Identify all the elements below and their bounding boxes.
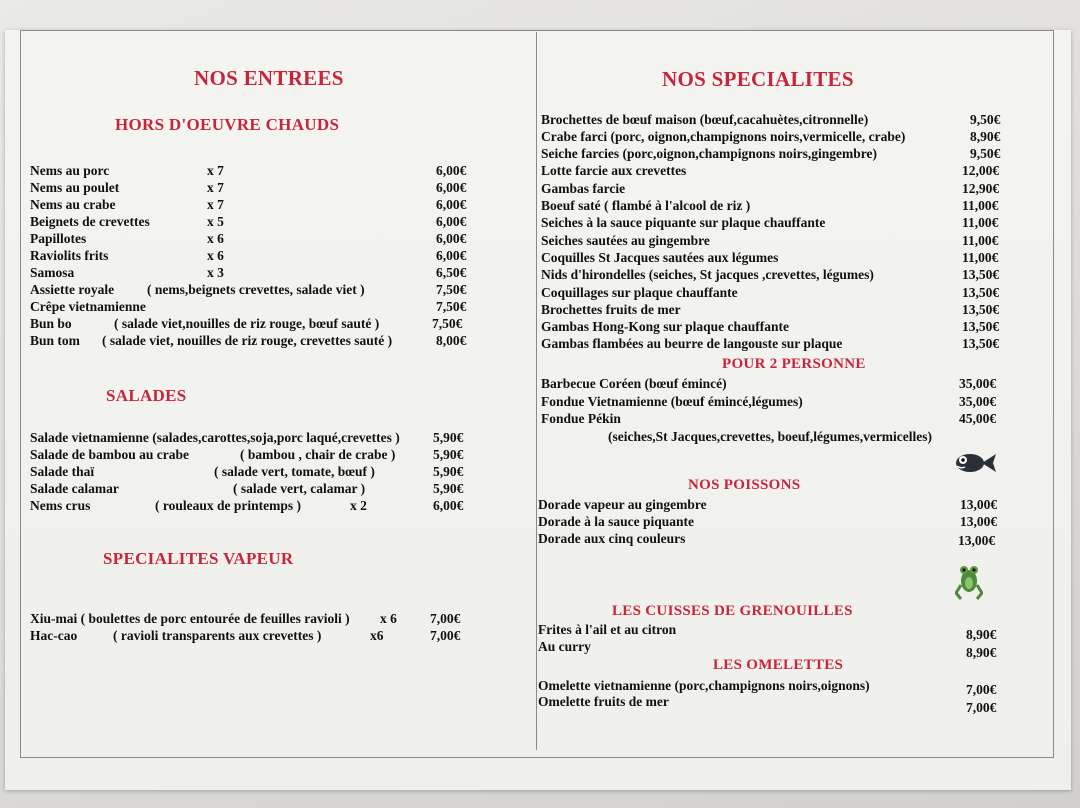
item-name: Samosa [30, 265, 75, 280]
item-name: Nems crus [30, 498, 91, 513]
item-name: Nems au porc [30, 163, 110, 178]
vapeur-heading: SPECIALITES VAPEUR [103, 549, 294, 568]
item-name: Frites à l'ail et au citron [538, 622, 677, 637]
item-price: 6,00€ [436, 180, 467, 195]
item-name: Brochettes de bœuf maison (bœuf,cacahuètes,citronnelle) [541, 112, 869, 127]
item-price: 8,90€ [970, 129, 1001, 144]
item-name: Xiu-mai ( boulettes de porc entourée de feuilles ravioli ) [30, 611, 350, 626]
item-name: Omelette vietnamienne (porc,champignons noirs,oignons) [538, 678, 870, 693]
item-qty: x 7 [207, 180, 224, 195]
frog-icon [955, 563, 983, 603]
item-name: Gambas farcie [541, 181, 626, 196]
fish-icon [953, 450, 997, 476]
item-price: 13,50€ [962, 319, 1000, 334]
item-name: Omelette fruits de mer [538, 694, 669, 709]
item-price: 13,50€ [962, 285, 1000, 300]
item-price: 5,90€ [433, 447, 464, 462]
item-name: Crabe farci (porc, oignon,champignons noirs,vermicelle, crabe) [541, 129, 906, 144]
item-price: 6,00€ [433, 498, 464, 513]
item-name: Salade de bambou au crabe [30, 447, 190, 462]
item-name: Seiches sautées au gingembre [541, 233, 710, 248]
item-price: 12,00€ [962, 163, 1000, 178]
omelettes-heading: LES OMELETTES [713, 657, 844, 673]
item-price: 6,50€ [436, 265, 467, 280]
item-price: 5,90€ [433, 430, 464, 445]
item-name: Boeuf saté ( flambé à l'alcool de riz ) [541, 198, 751, 213]
item-desc: ( rouleaux de printemps ) [155, 498, 302, 513]
item-desc: ( nems,beignets crevettes, salade viet ) [147, 282, 365, 297]
item-price: 8,90€ [966, 627, 997, 642]
item-name: Salade calamar [30, 481, 119, 496]
item-qty: x 7 [207, 163, 224, 178]
item-name: Salade vietnamienne (salades,carottes,soja,porc laqué,crevettes ) [30, 430, 400, 445]
item-price: 5,90€ [433, 464, 464, 479]
item-desc: ( salade viet,nouilles de riz rouge, bœuf sauté ) [114, 316, 380, 331]
item-name: Salade thaï [30, 464, 95, 479]
item-qty: x6 [370, 628, 384, 643]
item-price: 9,50€ [970, 112, 1001, 127]
item-name: Fondue Pékin [541, 411, 621, 426]
item-desc: ( salade vert, calamar ) [233, 481, 366, 496]
item-price: 11,00€ [962, 250, 999, 265]
item-name: Barbecue Coréen (bœuf émincé) [541, 376, 727, 391]
item-price: 13,00€ [958, 533, 996, 548]
item-qty: x 3 [207, 265, 224, 280]
item-name: Lotte farcie aux crevettes [541, 163, 687, 178]
item-name: Seiches à la sauce piquante sur plaque chauffante [541, 215, 826, 230]
item-name: Papillotes [30, 231, 87, 246]
item-desc: ( salade viet, nouilles de riz rouge, crevettes sauté ) [102, 333, 393, 348]
item-price: 7,00€ [430, 611, 461, 626]
item-price: 12,90€ [962, 181, 1000, 196]
item-name: Raviolits frits [30, 248, 109, 263]
item-price: 13,00€ [960, 497, 998, 512]
item-name: Bun bo [30, 316, 72, 331]
item-price: 11,00€ [962, 198, 999, 213]
item-price: 7,50€ [432, 316, 463, 331]
item-qty: x 2 [350, 498, 367, 513]
item-desc: ( ravioli transparents aux crevettes ) [113, 628, 322, 643]
hors-doeuvre-heading: HORS D'OEUVRE CHAUDS [115, 115, 340, 134]
item-price: 6,00€ [436, 231, 467, 246]
item-name: Beignets de crevettes [30, 214, 150, 229]
specialites-title: NOS SPECIALITES [662, 67, 854, 91]
item-price: 35,00€ [959, 376, 997, 391]
item-name: Brochettes fruits de mer [541, 302, 681, 317]
item-price: 11,00€ [962, 233, 999, 248]
item-price: 7,00€ [430, 628, 461, 643]
item-qty: x 6 [207, 231, 224, 246]
item-price: 9,50€ [970, 146, 1001, 161]
item-name: Coquilles St Jacques sautées aux légumes [541, 250, 779, 265]
item-price: 7,50€ [436, 299, 467, 314]
entrees-title: NOS ENTREES [194, 66, 344, 90]
item-name: Dorade vapeur au gingembre [538, 497, 707, 512]
item-price: 6,00€ [436, 163, 467, 178]
grenouilles-heading: LES CUISSES DE GRENOUILLES [612, 603, 853, 619]
item-name: Fondue Vietnamienne (bœuf émincé,légumes) [541, 394, 803, 409]
item-name: Dorade aux cinq couleurs [538, 531, 686, 546]
item-price: 5,90€ [433, 481, 464, 496]
item-name: Bun tom [30, 333, 80, 348]
item-price: 7,00€ [966, 682, 997, 697]
item-name: Gambas flambées au beurre de langouste sur plaque [541, 336, 843, 351]
item-price: 35,00€ [959, 394, 997, 409]
item-price: 7,50€ [436, 282, 467, 297]
item-name: Nems au poulet [30, 180, 120, 195]
item-qty: x 6 [207, 248, 224, 263]
item-price: 13,50€ [962, 302, 1000, 317]
item-price: 7,00€ [966, 700, 997, 715]
item-qty: x 7 [207, 197, 224, 212]
item-price: 13,50€ [962, 267, 1000, 282]
item-name: Crêpe vietnamienne [30, 299, 146, 314]
item-name: Dorade à la sauce piquante [538, 514, 695, 529]
item-price: 8,00€ [436, 333, 467, 348]
item-price: 8,90€ [966, 645, 997, 660]
item-name: Au curry [538, 639, 591, 654]
item-price: 13,50€ [962, 336, 1000, 351]
item-name: Seiche farcies (porc,oignon,champignons noirs,gingembre) [541, 146, 878, 161]
deux-personnes-heading: POUR 2 PERSONNE [722, 356, 866, 372]
item-name: Assiette royale [30, 282, 115, 297]
item-price: 6,00€ [436, 214, 467, 229]
salades-heading: SALADES [106, 386, 187, 405]
item-name: Nems au crabe [30, 197, 116, 212]
item-note: (seiches,St Jacques,crevettes, boeuf,légumes,vermicelles) [608, 429, 933, 444]
item-name: Nids d'hirondelles (seiches, St jacques ,crevettes, légumes) [541, 267, 874, 282]
column-divider [536, 32, 537, 750]
item-qty: x 5 [207, 214, 224, 229]
item-desc: ( salade vert, tomate, bœuf ) [214, 464, 375, 479]
item-price: 45,00€ [959, 411, 997, 426]
item-price: 13,00€ [960, 514, 998, 529]
item-price: 6,00€ [436, 197, 467, 212]
item-qty: x 6 [380, 611, 397, 626]
poissons-heading: NOS POISSONS [688, 477, 801, 493]
item-name: Hac-cao [30, 628, 78, 643]
item-price: 11,00€ [962, 215, 999, 230]
item-desc: ( bambou , chair de crabe ) [240, 447, 396, 462]
item-price: 6,00€ [436, 248, 467, 263]
item-name: Gambas Hong-Kong sur plaque chauffante [541, 319, 790, 334]
item-name: Coquillages sur plaque chauffante [541, 285, 738, 300]
